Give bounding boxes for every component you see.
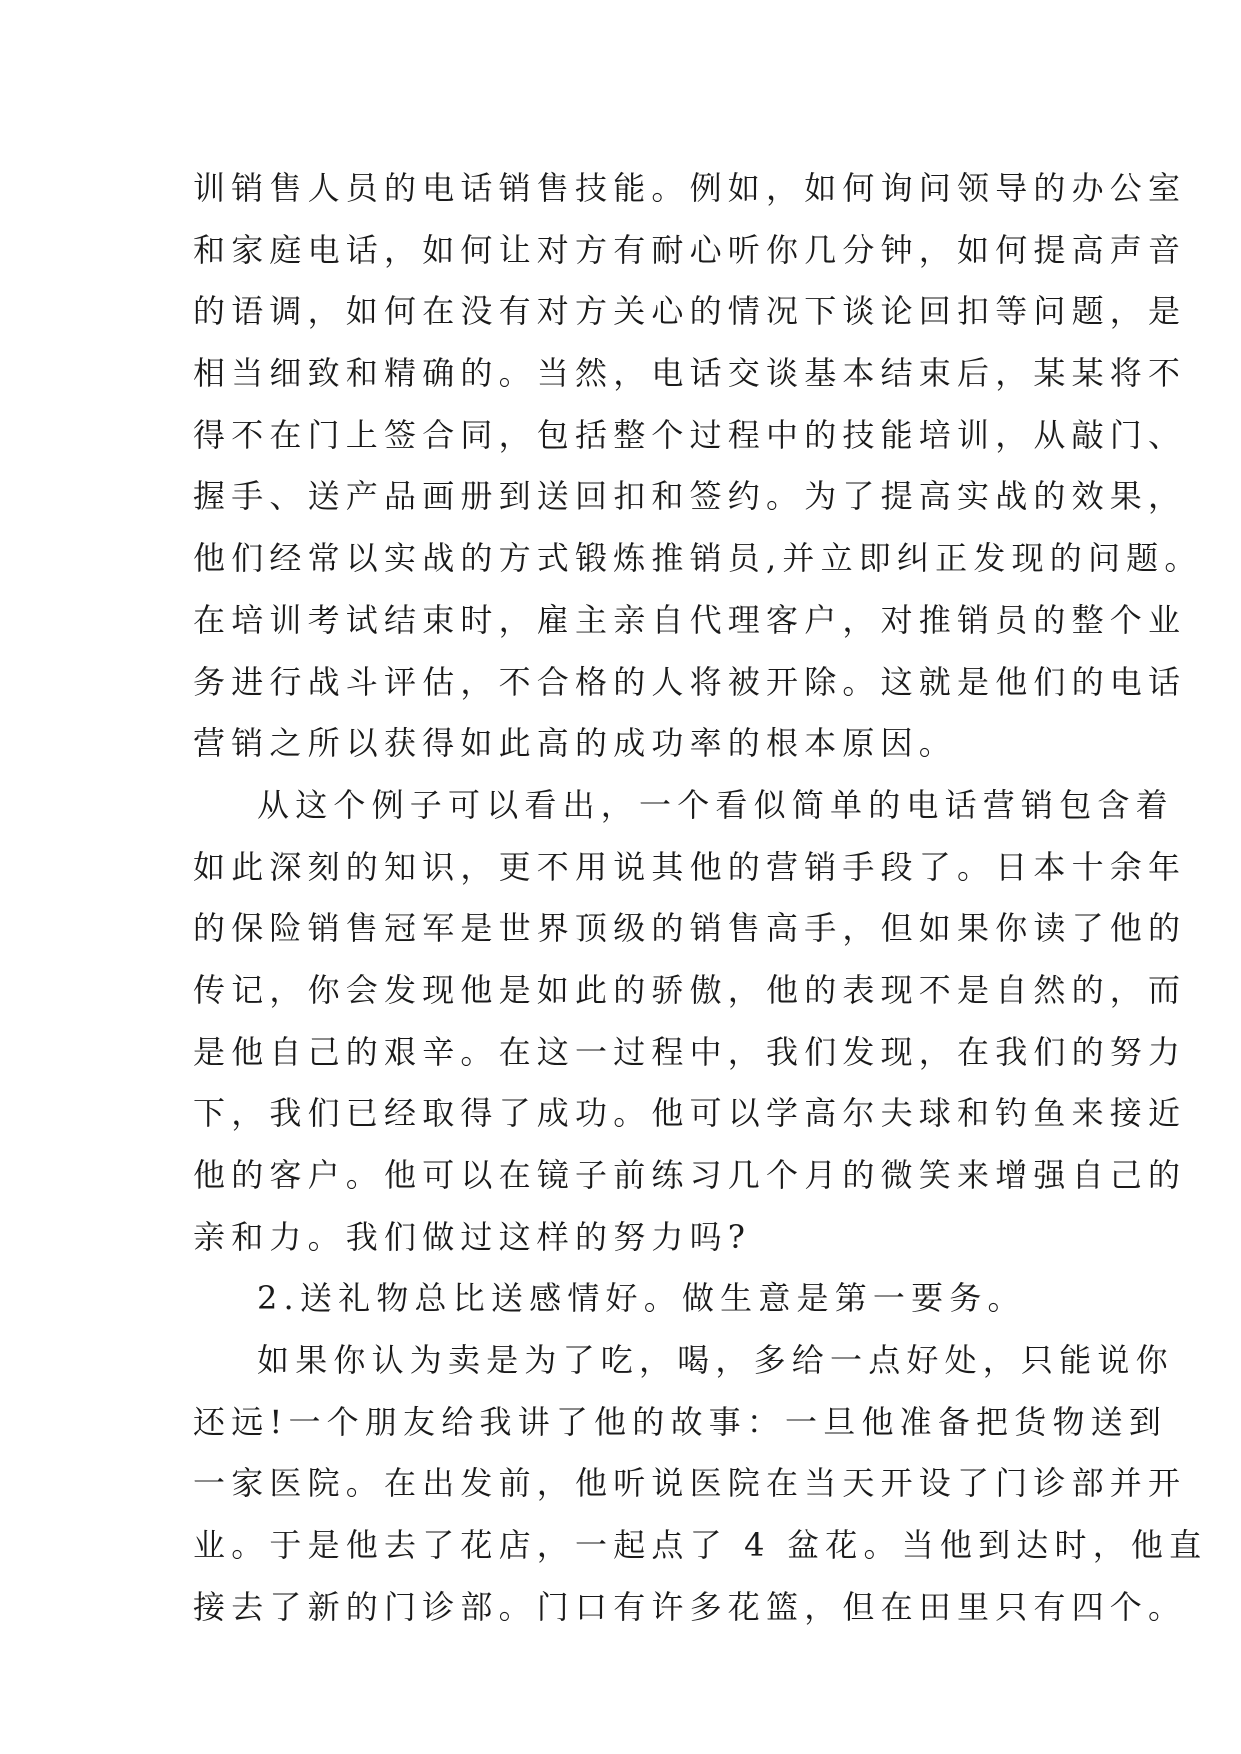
text-line: 亲和力。我们做过这样的努力吗?: [193, 1217, 752, 1256]
text-line: 接去了新的门诊部。门口有许多花篮，但在田里只有四个。: [193, 1587, 1187, 1626]
text-line: 他的客户。他可以在镜子前练习几个月的微笑来增强自己的: [193, 1156, 1187, 1194]
text-line: 的保险销售冠军是世界顶级的销售高手，但如果你读了他的: [193, 909, 1187, 948]
body-text: [193, 158, 1208, 1639]
section-heading: 2.送礼物总比送感情好。做生意是第一要务。: [257, 1279, 1026, 1318]
text-line: 一家医院。在出发前，他听说医院在当天开设了门诊部并开: [193, 1464, 1187, 1503]
text-line: 他们经常以实战的方式锻炼推销员,并立即纠正发现的问题。: [193, 539, 1203, 578]
paragraph-first-line: 如果你认为卖是为了吃，喝，多给一点好处，只能说你: [257, 1341, 1174, 1380]
text-line: 是他自己的艰辛。在这一过程中，我们发现，在我们的努力: [193, 1032, 1187, 1071]
text-line: 相当细致和精确的。当然，电话交谈基本结束后，某某将不: [193, 354, 1187, 393]
text-line: 下，我们已经取得了成功。他可以学高尔夫球和钓鱼来接近: [193, 1094, 1187, 1133]
text-line: 和家庭电话，如何让对方有耐心听你几分钟，如何提高声音: [193, 230, 1187, 269]
text-line: 如此深刻的知识，更不用说其他的营销手段了。日本十余年: [193, 847, 1187, 886]
text-line: 得不在门上签合同，包括整个过程中的技能培训，从敲门、: [193, 415, 1187, 454]
text-line: 在培训考试结束时，雇主亲自代理客户，对推销员的整个业: [193, 600, 1187, 639]
text-line: 还远!一个朋友给我讲了他的故事：一旦他准备把货物送到: [193, 1402, 1168, 1441]
text-line: 营销之所以获得如此高的成功率的根本原因。: [193, 724, 958, 763]
text-line: 务进行战斗评估，不合格的人将被开除。这就是他们的电话: [193, 662, 1187, 701]
text-line: 传记，你会发现他是如此的骄傲，他的表现不是自然的，而: [193, 970, 1187, 1009]
text-line: 训销售人员的电话销售技能。例如，如何询问领导的办公室: [193, 169, 1187, 207]
paragraph-first-line: 从这个例子可以看出，一个看似简单的电话营销包含着: [257, 785, 1174, 824]
text-line: 握手、送产品画册到送回扣和签约。为了提高实战的效果，: [193, 477, 1187, 516]
text-line: 的语调，如何在没有对方关心的情况下谈论回扣等问题，是: [193, 292, 1187, 331]
text-line: 业。于是他去了花店，一起点了 4 盆花。当他到达时，他直: [193, 1526, 1208, 1565]
